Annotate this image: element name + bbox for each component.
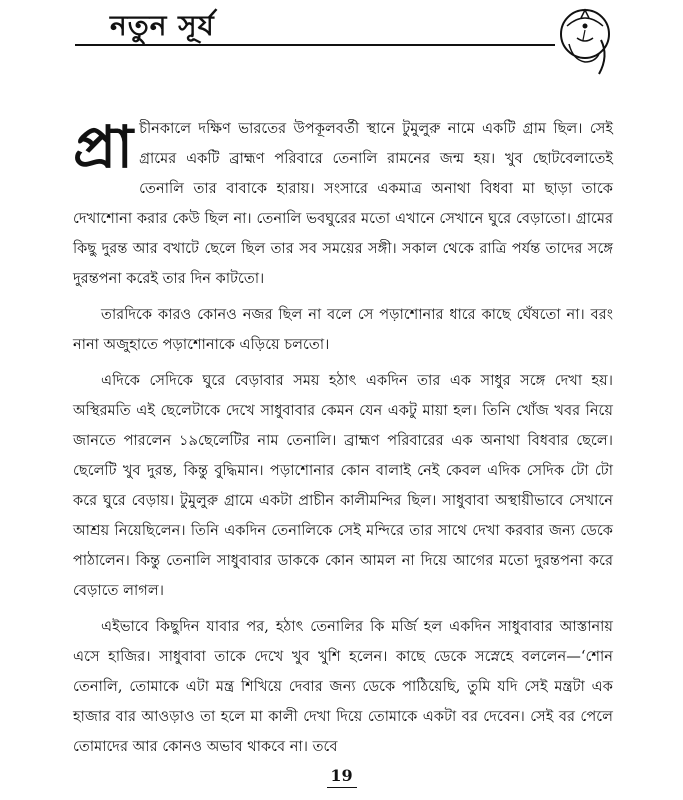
page-header	[75, 0, 635, 80]
portrait-illustration	[545, 0, 625, 80]
paragraph-1	[73, 114, 613, 294]
paragraph-3: এদিকে সেদিকে ঘুরে বেড়াবার সময় হঠাৎ একদিন তার এক সাধুর সঙ্গে দেখা হয়। অস্থিরমতি এই ছেলেটাকে দেখে সাধুবাবার কেমন যেন একটু মায়া হল। তিনি খোঁজ খবর নিয়ে জানতে পারলেন ১৯ছেলেটির নাম তেনালি। ব্রাহ্মণ পরিবারের এক অনাথা বিধবার ছেলে। ছেলেটি খুব দুরন্ত, কিন্তু বুদ্ধিমান। পড়াশোনার কোন বালাই নেই কেবল এদিক সেদিক টো টো করে ঘুরে বেড়ায়। টুমুলুরু গ্রামে একটা প্রাচীন কালীমন্দির ছিল। সাধুবাবা অস্থায়ীভাবে সেখানে আশ্রয় নিয়েছিলেন। তিনি একদিন তেনালিকে সেই মন্দিরে তার সাথে দেখা করবার জন্য ডেকে পাঠালেন। কিন্তু তেনালি সাধুবাবার ডাককে কোন আমল না দিয়ে আগের মতো দুরন্তপনা করে বেড়াতে লাগল।	[73, 372, 613, 599]
page-number: 19	[330, 766, 353, 785]
drop-cap: প্রা	[73, 113, 134, 181]
story-text	[73, 114, 613, 768]
header-rule	[75, 44, 555, 46]
paragraph-2: তারদিকে কারও কোনও নজর ছিল না বলে সে পড়াশোনার ধারে কাছে ঘেঁষতো না। বরং নানা অজুহাতে পড়াশোনাকে এড়িয়ে চলতো।	[73, 306, 613, 353]
paragraph-4: এইভাবে কিছুদিন যাবার পর, হঠাৎ তেনালির কি মর্জি হল একদিন সাধুবাবার আস্তানায় এসে হাজির। সাধুবাবা তাকে দেখে খুব খুশি হলেন। কাছে ডেকে সস্নেহে বললেন—‘শোন তেনালি, তোমাকে এটা মন্ত্র শিখিয়ে দেবার জন্য ডেকে পাঠিয়েছি, তুমি যদি সেই মন্ত্রটা এক হাজার বার আওড়াও তা হলে মা কালী দেখা দিয়ে তোমাকে একটা বর দেবেন। সেই বর পেলে তোমাদের আর কোনও অভাব থাকবে না। তবে	[73, 618, 613, 755]
chapter-title: নতুন সূর্য	[110, 9, 215, 42]
page-number-underline	[327, 787, 357, 788]
paragraph-1-text: চীনকালে দক্ষিণ ভারতের উপকূলবর্তী স্থানে টুমুলুরু নামে একটি গ্রাম ছিল। সেই গ্রামের একটি ব্রাহ্মণ পরিবারে তেনালি রামনের জন্ম হয়। খুব ছোটবেলাতেই তেনালি তার বাবাকে হারায়। সংসারে একমাত্র অনাথা বিধবা মা ছাড়া তাকে দেখাশোনা করার কেউ ছিল না। তেনালি ভবঘুরের মতো এখানে সেখানে ঘুরে বেড়াতো। গ্রামের কিছু দুরন্ত আর বখাটে ছেলে ছিল তার সব সময়ের সঙ্গী। সকাল থেকে রাত্রি পর্যন্ত তাদের সঙ্গে দুরন্তপনা করেই তার দিন কাটতো।	[73, 120, 613, 287]
